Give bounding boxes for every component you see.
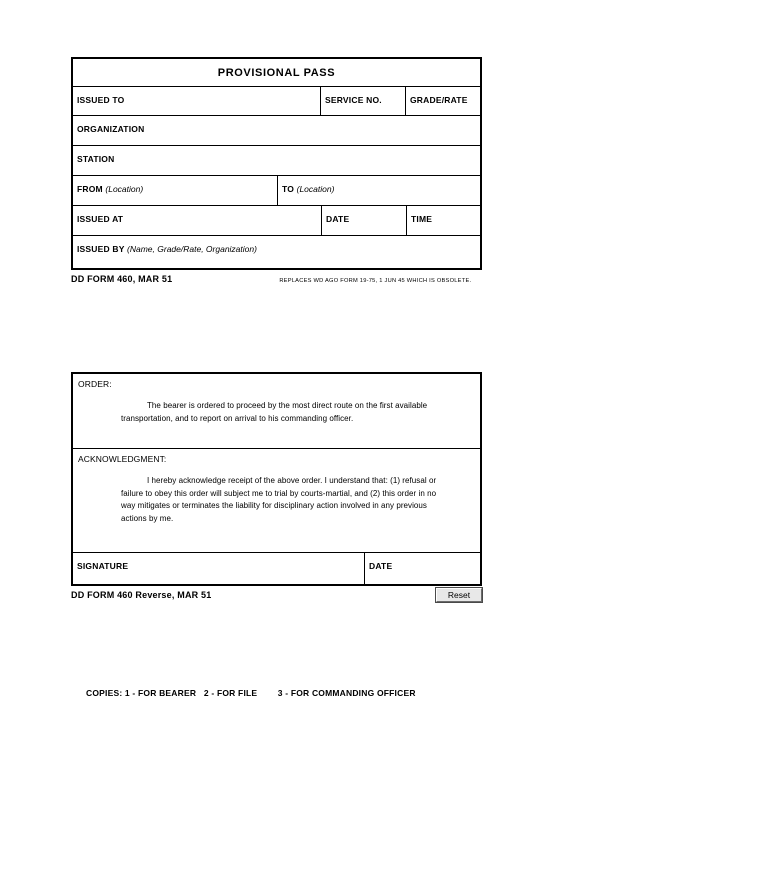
station-label: STATION [77, 154, 115, 164]
service-no-label: SERVICE NO. [325, 95, 382, 105]
reverse-form-caption [71, 590, 482, 600]
issued-at-row [73, 206, 480, 236]
acknowledgment-section-row [73, 449, 480, 553]
grade-rate-label: GRADE/RATE [410, 95, 468, 105]
field-signature-date[interactable] [365, 553, 480, 586]
page-title: PROVISIONAL PASS [217, 66, 336, 79]
issued-at-label: ISSUED AT [77, 214, 124, 224]
field-issued-to[interactable] [73, 87, 321, 115]
reset-button[interactable]: Reset [436, 588, 482, 602]
to-hint: (Location) [296, 184, 335, 194]
signature-label: SIGNATURE [77, 561, 129, 571]
field-organization[interactable] [73, 116, 480, 145]
field-from[interactable] [73, 176, 278, 205]
from-label-text: FROM [77, 184, 103, 194]
acknowledgment-body: I hereby acknowledge receipt of the above order. I understand that: (1) refusal or failure to obey this order will subject me to trial by courts-martial, and (2) this order in no way mitigates or terminates the liability for disciplinary action involved in any previous actions by me. [121, 476, 437, 523]
from-hint: (Location) [105, 184, 144, 194]
field-date[interactable] [322, 206, 407, 235]
issued-by-label [77, 244, 257, 254]
field-issued-at[interactable] [73, 206, 322, 235]
form-title-row [73, 59, 480, 87]
field-grade-rate[interactable] [406, 87, 480, 115]
order-body: The bearer is ordered to proceed by the most direct route on the first available transportation, and to report on arrival to his commanding officer. [121, 401, 428, 423]
field-signature[interactable] [73, 553, 365, 586]
to-label-text: TO [282, 184, 295, 194]
field-time[interactable] [407, 206, 480, 235]
pass-form-id: DD FORM 460, MAR 51 [71, 274, 173, 284]
issued-by-hint: (Name, Grade/Rate, Organization) [127, 244, 257, 254]
field-station[interactable] [73, 146, 480, 175]
organization-label: ORGANIZATION [77, 124, 145, 134]
provisional-pass-form [71, 57, 482, 270]
acknowledgment-section [73, 449, 480, 552]
date-label: DATE [326, 214, 350, 224]
from-to-row [73, 176, 480, 206]
acknowledgment-label: ACKNOWLEDGMENT: [78, 454, 167, 464]
provisional-pass-reverse-form [71, 372, 482, 586]
field-to[interactable] [278, 176, 480, 205]
order-section-row [73, 374, 480, 449]
field-service-no[interactable] [321, 87, 406, 115]
order-section [73, 374, 480, 448]
time-label: TIME [411, 214, 433, 224]
copies-footer: COPIES: 1 - FOR BEARER 2 - FOR FILE 3 - FOR COMMANDING OFFICER [86, 688, 416, 698]
organization-row [73, 116, 480, 146]
signature-row [73, 553, 480, 586]
to-label [282, 184, 334, 194]
from-label [77, 184, 143, 194]
signature-date-label: DATE [369, 561, 393, 571]
issued-to-label: ISSUED TO [77, 95, 125, 105]
replaces-note: REPLACES WD AGO FORM 19-75, 1 JUN 45 WHICH IS OBSOLETE. [279, 277, 472, 284]
order-label: ORDER: [78, 379, 112, 389]
issued-by-label-text: ISSUED BY [77, 244, 125, 254]
issued-to-row [73, 87, 480, 116]
station-row [73, 146, 480, 176]
reverse-form-id: DD FORM 460 Reverse, MAR 51 [71, 590, 212, 600]
pass-form-caption [71, 274, 482, 284]
issued-by-row [73, 236, 480, 269]
field-issued-by[interactable] [73, 236, 480, 269]
